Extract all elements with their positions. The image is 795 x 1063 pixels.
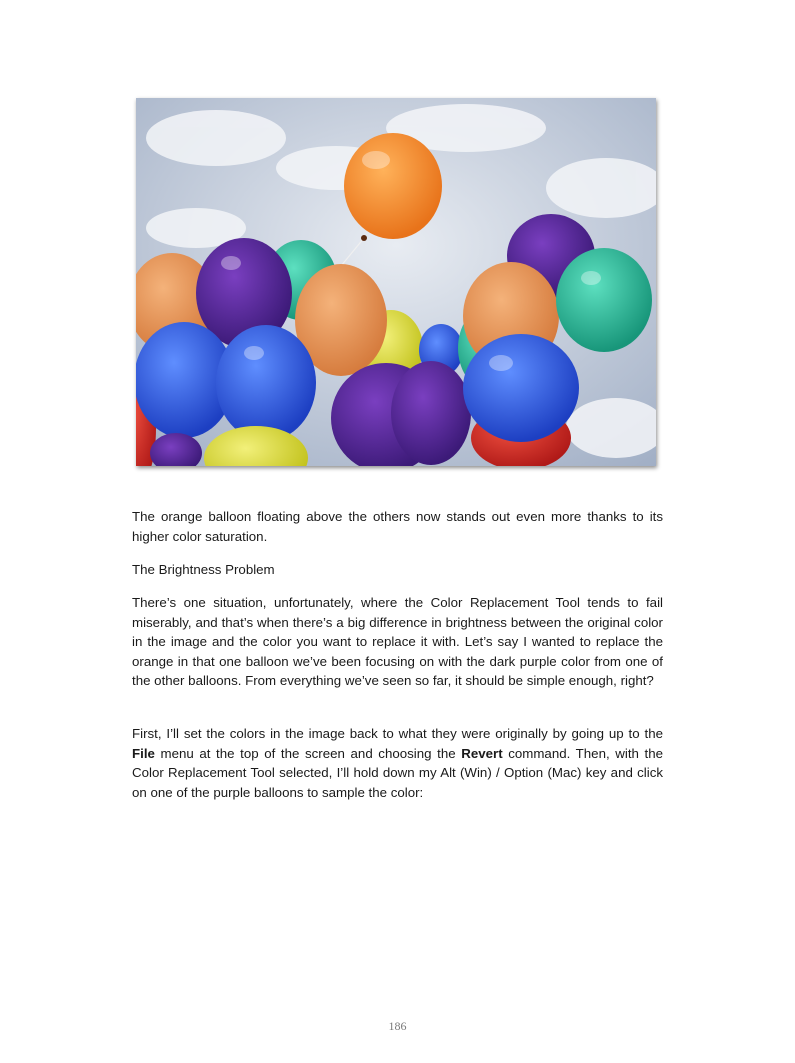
balloons-photo	[136, 98, 656, 466]
paragraph-3-part-2: menu at the top of the screen and choosing the	[154, 745, 462, 761]
paragraph-2: There’s one situation, unfortunately, where the Color Replacement Tool tends to fail miserably, and that’s when there’s a big difference in brightness between the original color in the image and the color you want to replace it with. Let’s say I wanted to replace the orange in that one balloon we’ve been focusing on with the dark purple color from one of the other balloons. From everything we’ve seen so far, it should be simple enough, right?	[132, 595, 663, 688]
paragraph-3	[132, 724, 663, 802]
balloons-illustration	[136, 98, 656, 466]
revert-command-term: Revert	[461, 745, 503, 761]
paragraph-3-part-1: First, I’ll set the colors in the image back to what they were originally by going up to the	[132, 726, 663, 741]
file-menu-term: File	[132, 745, 155, 761]
paragraph-3-part-3: command. Then, with the Color Replacement Tool selected, I’ll hold down my Alt (Win) / Option (Mac) key and click on one of the purple balloons to sample the color:	[132, 745, 663, 800]
page-number: 186	[388, 1019, 407, 1033]
paragraph-1: The orange balloon floating above the others now stands out even more thanks to its higher color saturation.	[132, 509, 663, 544]
section-heading: The Brightness Problem	[132, 562, 275, 577]
